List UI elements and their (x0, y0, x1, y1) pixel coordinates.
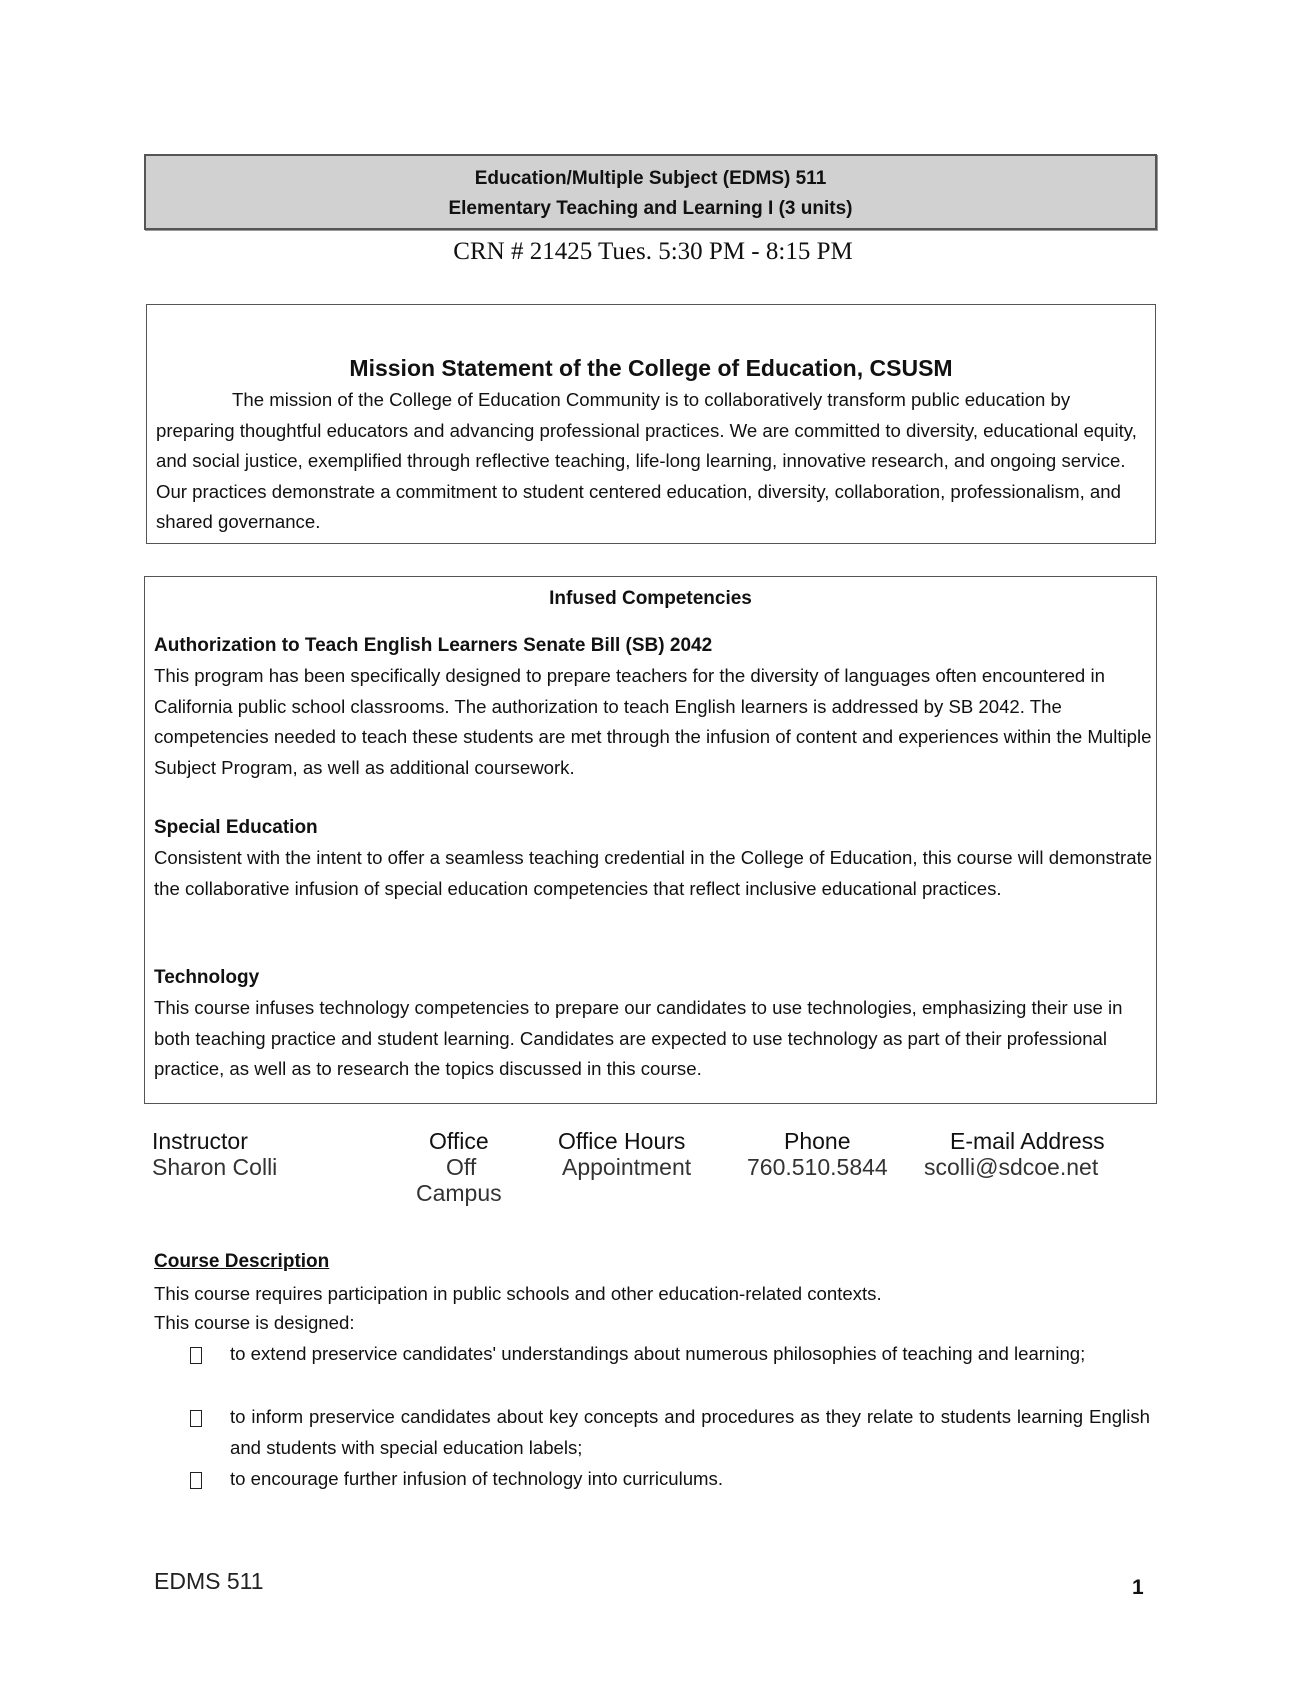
header-email: E-mail Address (950, 1128, 1105, 1154)
email-address: scolli@sdcoe.net (924, 1154, 1099, 1180)
course-code-title: Education/Multiple Subject (EDMS) 511 (474, 168, 827, 189)
page-number: 1 (1132, 1576, 1144, 1599)
competency-text: Consistent with the intent to offer a seamless teaching credential in the College of Education, this course will demonstrate the collaborative infusion of special education competencies that reflect inclusive educational practices. (154, 847, 1153, 899)
competency-heading: Technology (154, 967, 260, 988)
competency-text: This course infuses technology competencies to prepare our candidates to use technologies, emphasizing their use in both teaching practice and student learning. Candidates are expected to use technology as part of their professional practice, as well as to research the topics discussed in this course. (154, 997, 1123, 1079)
mission-title: Mission Statement of the College of Education, CSUSM (349, 355, 953, 381)
course-description-line: This course is designed: (154, 1312, 355, 1333)
course-name-title: Elementary Teaching and Learning I (3 units) (448, 198, 853, 219)
office-location: Off (446, 1154, 477, 1180)
header-phone: Phone (784, 1128, 851, 1154)
crn-schedule: CRN # 21425 Tues. 5:30 PM - 8:15 PM (453, 238, 853, 265)
mission-text: The mission of the College of Education Community is to collaboratively transform public education by preparing thoughtful educators and advancing professional practices. We are committed to diversity, educational equity, and social justice, exemplified through reflective teaching, life-long learning, innovative research, and ongoing service. Our practices demonstrate a commitment to student centered education, diversity, collaboration, professionalism, and shared governance. (156, 389, 1137, 532)
course-description-heading: Course Description (154, 1251, 330, 1272)
bullet-box-icon (190, 1472, 202, 1489)
competencies-title: Infused Competencies (549, 588, 752, 609)
office-hours-value: Appointment (562, 1154, 692, 1180)
competency-text: This program has been specifically designed to prepare teachers for the diversity of languages often encountered in California public school classrooms. The authorization to teach English learners is addressed by SB 2042. The competencies needed to teach these students are met through the infusion of content and experiences within the Multiple Subject Program, as well as additional coursework. (154, 665, 1152, 778)
header-instructor: Instructor (152, 1128, 248, 1154)
instructor-name: Sharon Colli (152, 1154, 278, 1180)
infused-competencies-box (144, 576, 1157, 1104)
footer-course-code: EDMS 511 (154, 1568, 264, 1594)
competency-special-education (154, 813, 1154, 904)
header-office-hours: Office Hours (558, 1128, 686, 1154)
bullet-box-icon (190, 1347, 202, 1364)
bullet-box-icon (190, 1410, 202, 1427)
competency-heading: Authorization to Teach English Learners Senate Bill (SB) 2042 (154, 635, 713, 656)
office-location-line2: Campus (416, 1180, 502, 1206)
course-header-box (144, 154, 1157, 230)
course-goal-item: to inform preservice candidates about key concepts and procedures as they relate to students learning English and students with special education labels; (230, 1406, 1150, 1458)
competency-english-learners (154, 631, 1154, 783)
course-goal-item: to extend preservice candidates' understandings about numerous philosophies of teaching and learning; (230, 1343, 1086, 1364)
course-goal-item: to encourage further infusion of technology into curriculums. (230, 1468, 724, 1489)
phone-number: 760.510.5844 (747, 1154, 888, 1180)
competency-heading: Special Education (154, 817, 318, 838)
mission-statement-box (146, 304, 1156, 544)
course-description-line: This course requires participation in public schools and other education-related contexts. (154, 1283, 882, 1304)
header-office: Office (429, 1128, 489, 1154)
competency-technology (154, 963, 1154, 1085)
